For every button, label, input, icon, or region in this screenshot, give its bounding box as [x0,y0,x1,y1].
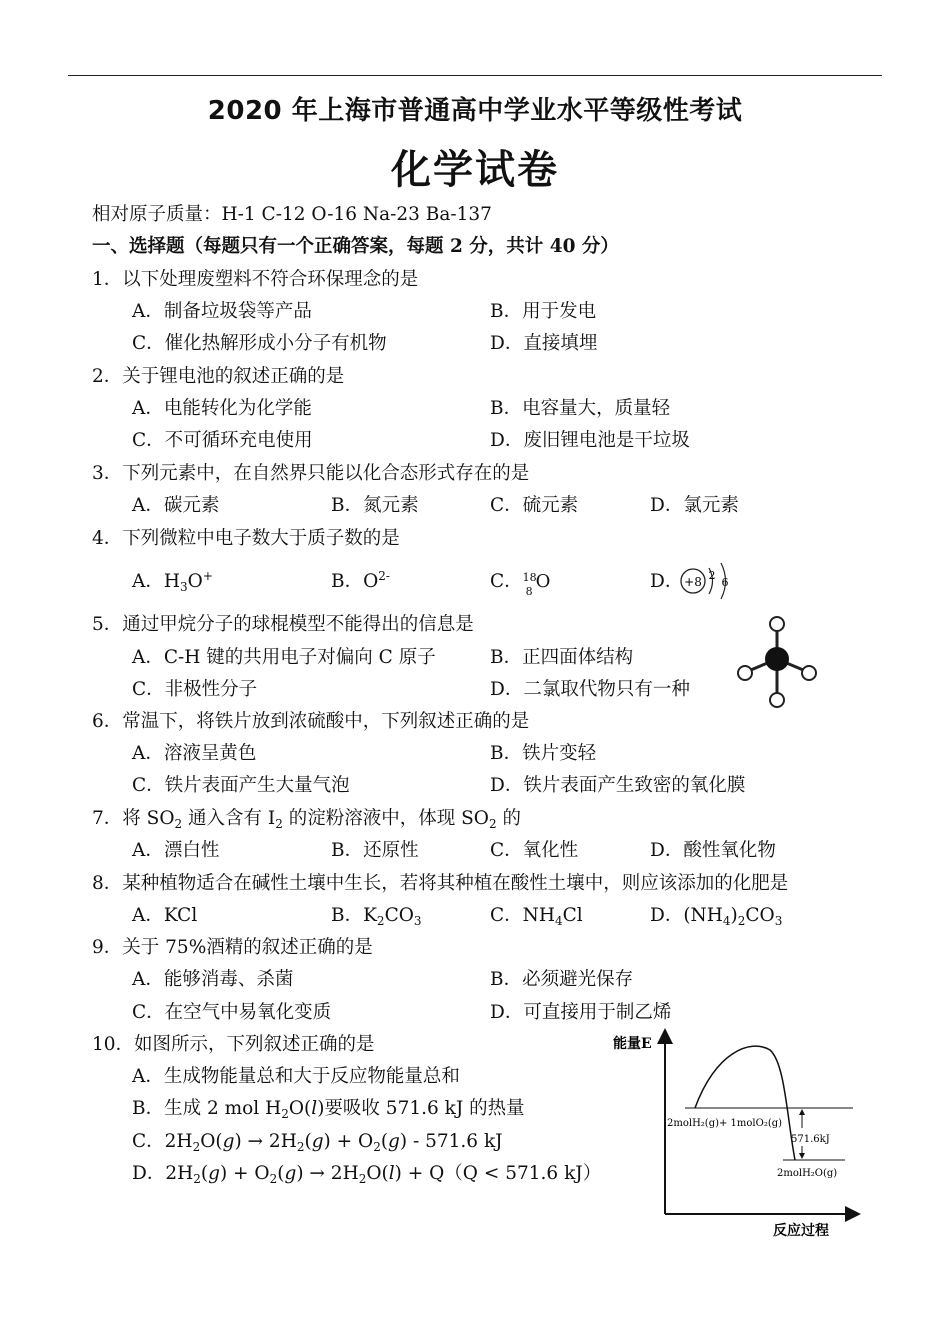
q1-stem: 1．以下处理废塑料不符合环保理念的是 [92,269,419,290]
q5-option-d: D．二氯取代物只有一种 [490,679,690,700]
energy-axis-label: 能量E [613,1036,652,1052]
q6-option-c: C．铁片表面产生大量气泡 [132,775,350,796]
q6-stem: 6．常温下，将铁片放到浓硫酸中，下列叙述正确的是 [92,711,530,732]
q7-option-c: C．氧化性 [490,840,579,861]
shell-1-electrons: 2 [708,569,716,582]
q6-option-b: B．铁片变轻 [490,743,597,764]
q1-option-b: B．用于发电 [490,301,597,322]
shell-2-electrons: 6 [721,576,729,589]
q4-option-c: C． 18 8 O [490,570,553,594]
q1-option-d: D．直接填埋 [490,333,598,354]
q3-option-d: D．氯元素 [650,495,739,516]
q2-option-d: D．废旧锂电池是干垃圾 [490,430,690,451]
q1-option-a: A．制备垃圾袋等产品 [132,301,312,322]
q9-option-d: D．可直接用于制乙烯 [490,1002,672,1023]
atomic-mass-line: 相对原子质量：H-1 C-12 O-16 Na-23 Ba-137 [92,204,492,225]
reactant-label: 2molH₂(g)+ 1molO₂(g) [667,1118,783,1129]
energy-diagram [605,1028,865,1243]
q5-option-b: B．正四面体结构 [490,647,634,668]
q2-option-a: A．电能转化为化学能 [132,398,312,419]
carbon-atom [765,647,789,671]
top-rule [68,75,882,76]
q8-stem: 8．某种植物适合在碱性土壤中生长，若将其种植在酸性土壤中，则应该添加的化肥是 [92,873,789,894]
section-heading: 一、选择题（每题只有一个正确答案，每题 2 分，共计 40 分） [92,236,619,257]
q7-stem: 7．将 $SO_2$ 通入含有 $I_2$ 的淀粉溶液中，体现 $SO_2$ 的 [92,808,521,831]
q5-option-a: A．C-H 键的共用电子对偏向 C 原子 [132,647,436,668]
oxygen-18-isotope: 18 8 O [522,571,551,598]
q1-option-c: C．催化热解形成小分子有机物 [132,333,387,354]
q2-option-b: B．电容量大，质量轻 [490,398,671,419]
q6-option-d: D．铁片表面产生致密的氧化膜 [490,775,746,796]
q10-option-b: B．生成 2 mol $H_2O(l)$要吸收 571.6 kJ 的热量 [132,1098,525,1121]
nucleus-charge: +8 [684,575,702,589]
q5-option-c: C．非极性分子 [132,679,258,700]
q7-option-b: B．还原性 [331,840,419,861]
q10-option-d: D．$2H_2(g) + O_2(g) \to 2H_2O(l) + Q(Q < 571.6$ kJ） [132,1163,602,1186]
q9-option-b: B．必须避光保存 [490,969,634,990]
q3-option-a: A．碳元素 [132,495,220,516]
q10-stem: 10．如图所示，下列叙述正确的是 [92,1034,375,1055]
q2-option-c: C．不可循环充电使用 [132,430,313,451]
reaction-curve [695,1046,795,1160]
q8-option-c: C．$NH_4Cl$ [490,905,583,928]
q3-stem: 3．下列元素中，在自然界只能以化合态形式存在的是 [92,463,530,484]
q7-option-d: D．酸性氧化物 [650,840,776,861]
subject-title: 化学试卷 [391,147,559,193]
q8-option-b: B．$K_2CO_3$ [331,905,422,928]
q7-option-a: A．漂白性 [132,840,220,861]
q4-option-d: D． [650,571,684,592]
q5-stem: 5．通过甲烷分子的球棍模型不能得出的信息是 [92,614,474,635]
q3-option-b: B．氮元素 [331,495,419,516]
q9-option-a: A．能够消毒、杀菌 [132,969,294,990]
q6-option-a: A．溶液呈黄色 [132,743,257,764]
q3-option-c: C．硫元素 [490,495,579,516]
product-label: 2molH₂O(g) [777,1168,838,1179]
atomic-structure-diagram [676,560,736,604]
q10-option-c: C．$2H_2O(g) \to 2H_2(g) + O_2(g) - 571.6$ kJ [132,1131,503,1154]
q8-option-a: A．KCl [132,905,198,926]
q4-option-a: A．$H_3O^+$ [132,569,213,594]
q9-option-c: C．在空气中易氧化变质 [132,1002,332,1023]
exam-title: 2020 年上海市普通高中学业水平等级性考试 [207,96,743,126]
q4-stem: 4．下列微粒中电子数大于质子数的是 [92,528,400,549]
q9-stem: 9．关于 75%酒精的叙述正确的是 [92,937,373,958]
q8-option-d: D．$(NH_4)_2CO_3$ [650,905,783,928]
q4-option-b: B．$O^{2-}$ [331,569,390,592]
delta-energy-label: 571.6kJ [791,1134,830,1145]
reaction-axis-label: 反应过程 [773,1223,829,1239]
methane-ball-stick-model [734,612,824,712]
q10-option-a: A．生成物能量总和大于反应物能量总和 [132,1066,460,1087]
q2-stem: 2．关于锂电池的叙述正确的是 [92,366,345,387]
